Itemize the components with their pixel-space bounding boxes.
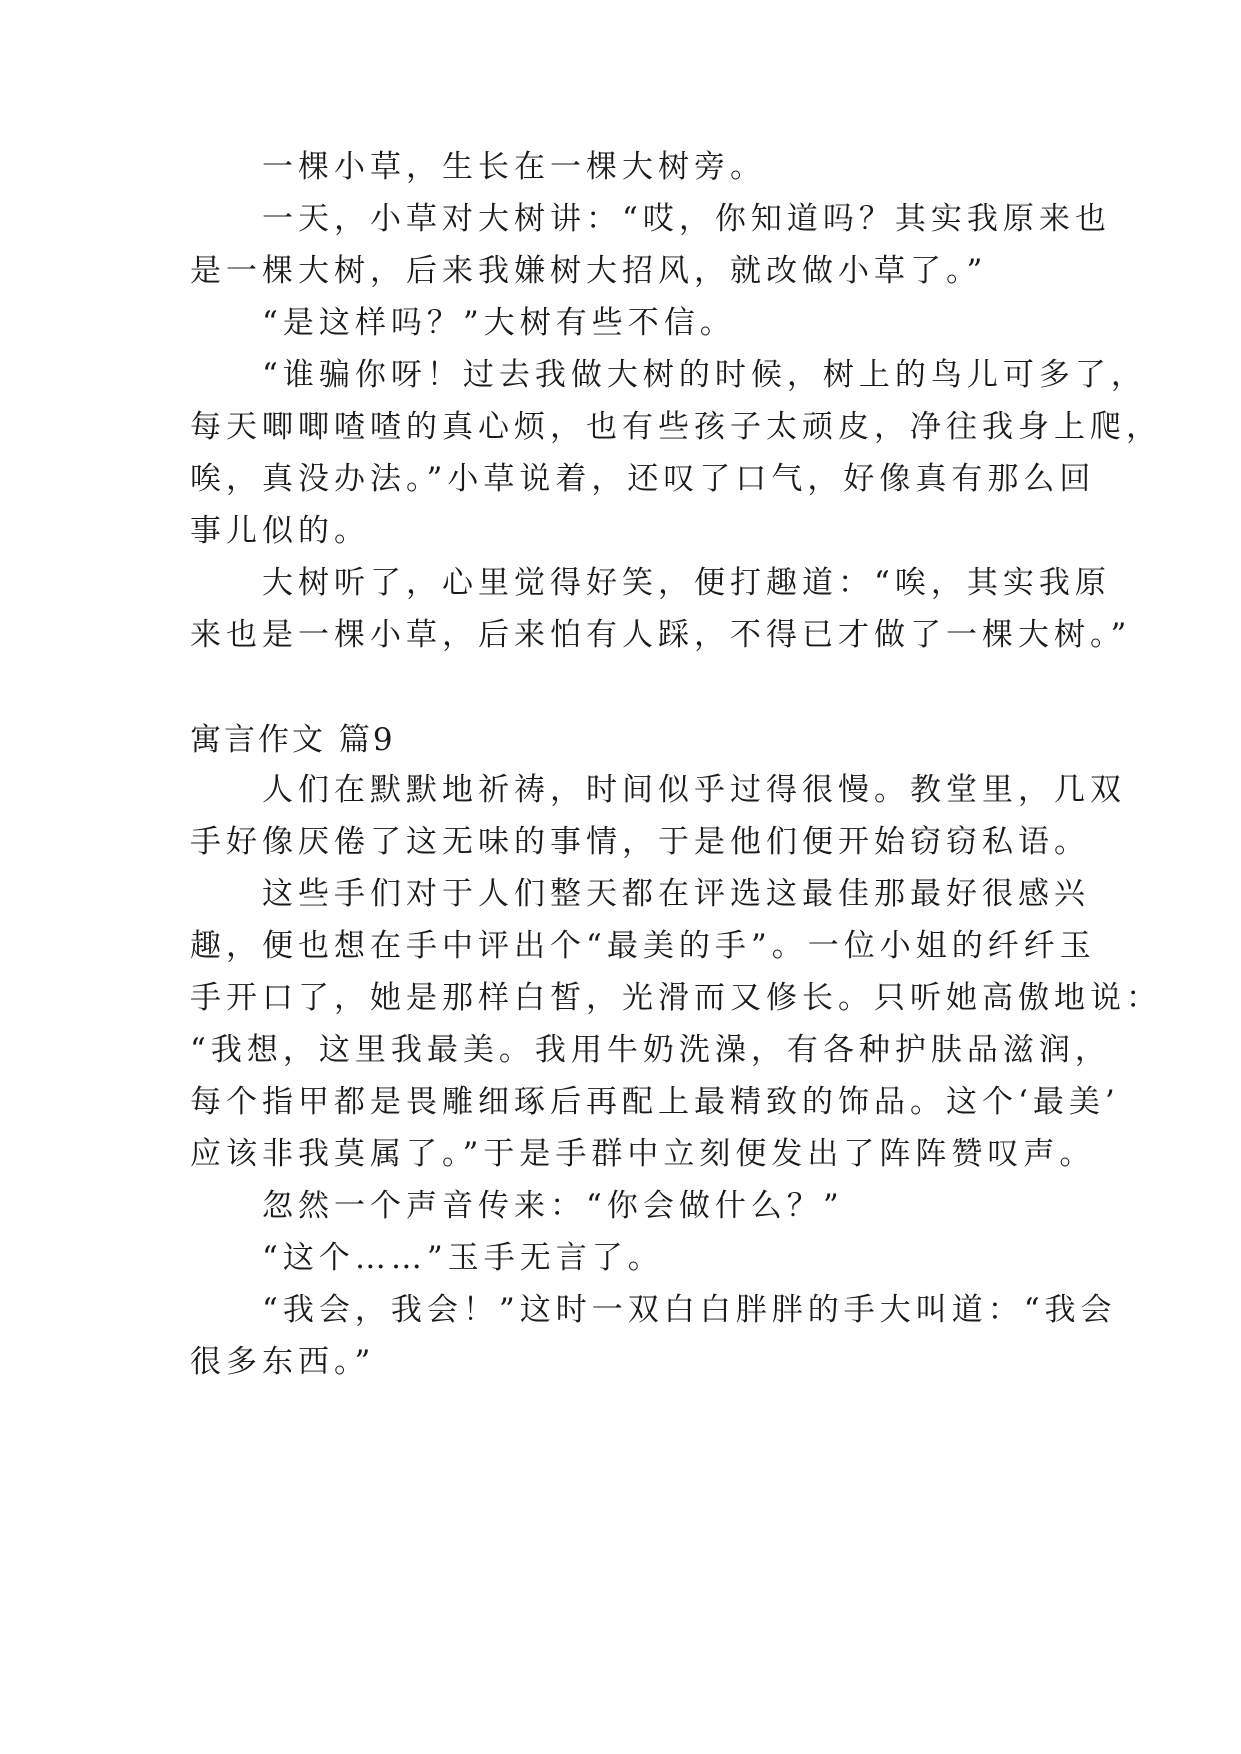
paragraph-line: 大树听了，心里觉得好笑，便打趣道：“唉，其实我原 — [190, 565, 1111, 601]
paragraph-line: 趣，便也想在手中评出个“最美的手”。一位小姐的纤纤玉 — [190, 928, 1096, 964]
paragraph-line: 事儿似的。 — [190, 513, 370, 549]
paragraph-line: 手好像厌倦了这无味的事情，于是他们便开始窃窃私语。 — [190, 824, 1090, 860]
section-heading: 寓言作文 篇9 — [190, 722, 396, 758]
paragraph-line: “是这样吗？”大树有些不信。 — [190, 305, 736, 341]
paragraph-line: “谁骗你呀！过去我做大树的时候，树上的鸟儿可多了， — [190, 357, 1147, 393]
paragraph-line: 来也是一棵小草，后来怕有人踩，不得已才做了一棵大树。” — [190, 617, 1132, 653]
paragraph-line: 唉，真没办法。”小草说着，还叹了口气，好像真有那么回 — [190, 461, 1096, 497]
paragraph-line: “我会，我会！”这时一双白白胖胖的手大叫道：“我会 — [190, 1292, 1117, 1328]
paragraph-line: 这些手们对于人们整天都在评选这最佳那最好很感兴 — [190, 876, 1090, 912]
paragraph-line: 一天，小草对大树讲：“哎，你知道吗？其实我原来也 — [190, 201, 1111, 237]
paragraph-line: 很多东西。” — [190, 1344, 376, 1380]
paragraph-line: 每天唧唧喳喳的真心烦，也有些孩子太顽皮，净往我身上爬， — [190, 409, 1162, 445]
paragraph-line: 是一棵大树，后来我嫌树大招风，就改做小草了。” — [190, 253, 988, 289]
paragraph-line: 每个指甲都是畏雕细琢后再配上最精致的饰品。这个‘最美’ — [190, 1084, 1120, 1120]
paragraph-line: 一棵小草，生长在一棵大树旁。 — [190, 149, 766, 185]
paragraph-line: 应该非我莫属了。”于是手群中立刻便发出了阵阵赞叹声。 — [190, 1136, 1096, 1172]
paragraph-line: 人们在默默地祈祷，时间似乎过得很慢。教堂里，几双 — [190, 772, 1126, 808]
paragraph-line: 手开口了，她是那样白皙，光滑而又修长。只听她高傲地说： — [190, 980, 1162, 1016]
paragraph-line: “我想，这里我最美。我用牛奶洗澡，有各种护肤品滋润， — [190, 1032, 1111, 1068]
paragraph-line: “这个……”玉手无言了。 — [190, 1240, 664, 1276]
paragraph-line: 忽然一个声音传来：“你会做什么？” — [190, 1188, 844, 1224]
